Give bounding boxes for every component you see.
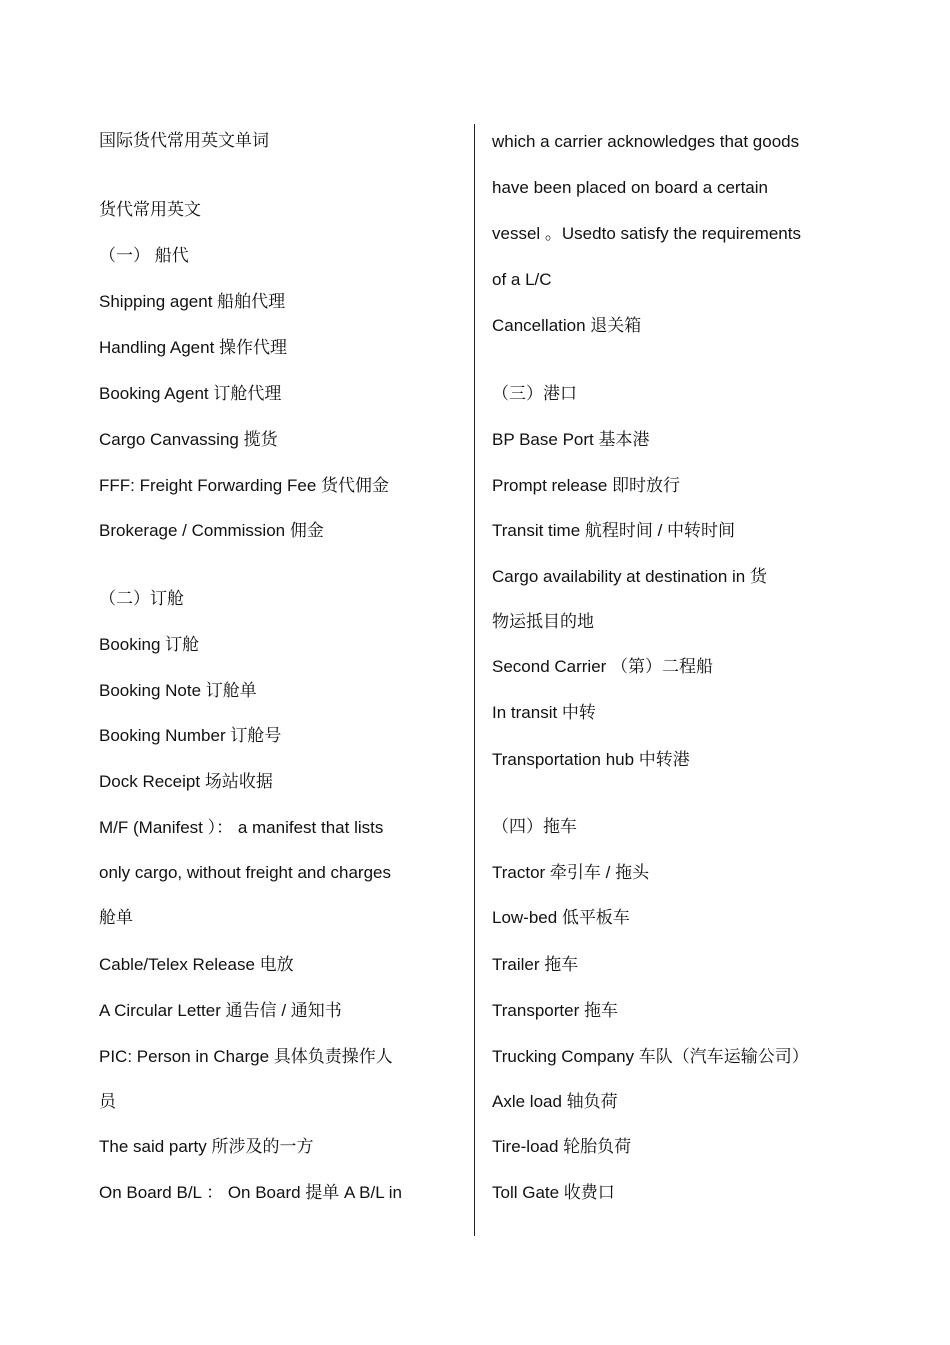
glossary-entry: M/F (Manifest ）： a manifest that lists bbox=[99, 818, 384, 837]
glossary-entry: Trucking Company 车队（汽车运输公司） bbox=[492, 1047, 809, 1066]
glossary-entry: The said party 所涉及的一方 bbox=[99, 1137, 314, 1156]
glossary-entry: Cargo availability at destination in 货 bbox=[492, 567, 767, 586]
glossary-entry: Cargo Canvassing 揽货 bbox=[99, 430, 278, 449]
glossary-entry: Axle load 轴负荷 bbox=[492, 1092, 618, 1111]
section-heading-booking: （二）订舱 bbox=[99, 589, 184, 608]
glossary-entry: BP Base Port 基本港 bbox=[492, 430, 650, 449]
glossary-entry: Prompt release 即时放行 bbox=[492, 476, 680, 495]
glossary-entry: Trailer 拖车 bbox=[492, 955, 579, 974]
glossary-entry: A Circular Letter 通告信 / 通知书 bbox=[99, 1001, 342, 1020]
glossary-entry: PIC: Person in Charge 具体负责操作人 bbox=[99, 1047, 393, 1066]
column-divider bbox=[474, 124, 475, 1236]
glossary-entry: Handling Agent 操作代理 bbox=[99, 338, 288, 357]
glossary-entry-continued: 物运抵目的地 bbox=[492, 612, 594, 631]
glossary-entry: Booking 订舱 bbox=[99, 635, 200, 654]
glossary-entry: Cable/Telex Release 电放 bbox=[99, 955, 294, 974]
glossary-entry-continued: have been placed on board a certain bbox=[492, 178, 768, 197]
glossary-entry: Transit time 航程时间 / 中转时间 bbox=[492, 521, 736, 540]
glossary-entry: Dock Receipt 场站收据 bbox=[99, 772, 273, 791]
glossary-entry-continued: of a L/C bbox=[492, 270, 552, 289]
glossary-entry-continued: vessel 。Usedto satisfy the requirements bbox=[492, 224, 801, 243]
section-subtitle: 货代常用英文 bbox=[99, 200, 201, 219]
glossary-entry: Second Carrier （第）二程船 bbox=[492, 657, 714, 676]
glossary-entry: Low-bed 低平板车 bbox=[492, 908, 630, 927]
section-heading-port: （三）港口 bbox=[492, 384, 577, 403]
glossary-entry: On Board B/L ： On Board 提单 A B/L in bbox=[99, 1183, 402, 1202]
section-heading-trucking: （四）拖车 bbox=[492, 817, 577, 836]
glossary-entry: Transporter 拖车 bbox=[492, 1001, 618, 1020]
glossary-entry: Booking Number 订舱号 bbox=[99, 726, 282, 745]
glossary-entry: FFF: Freight Forwarding Fee 货代佣金 bbox=[99, 476, 390, 495]
glossary-entry-continued: 舱单 bbox=[99, 908, 133, 927]
glossary-entry: Booking Note 订舱单 bbox=[99, 681, 257, 700]
glossary-entry-continued: which a carrier acknowledges that goods bbox=[492, 132, 800, 151]
glossary-entry: In transit 中转 bbox=[492, 703, 596, 722]
glossary-entry: Brokerage / Commission 佣金 bbox=[99, 521, 324, 540]
glossary-entry: Toll Gate 收费口 bbox=[492, 1183, 615, 1202]
glossary-entry: Transportation hub 中转港 bbox=[492, 750, 690, 769]
glossary-entry-continued: 员 bbox=[99, 1092, 116, 1111]
glossary-entry: Tire-load 轮胎负荷 bbox=[492, 1137, 632, 1156]
section-heading-ship-agency: （一） 船代 bbox=[99, 246, 189, 265]
glossary-entry: Cancellation 退关箱 bbox=[492, 316, 642, 335]
document-title: 国际货代常用英文单词 bbox=[99, 131, 269, 150]
glossary-entry: Booking Agent 订舱代理 bbox=[99, 384, 282, 403]
glossary-entry: Tractor 牵引车 / 拖头 bbox=[492, 863, 650, 882]
glossary-entry: Shipping agent 船舶代理 bbox=[99, 292, 286, 311]
glossary-entry-continued: only cargo, without freight and charges bbox=[99, 863, 392, 882]
